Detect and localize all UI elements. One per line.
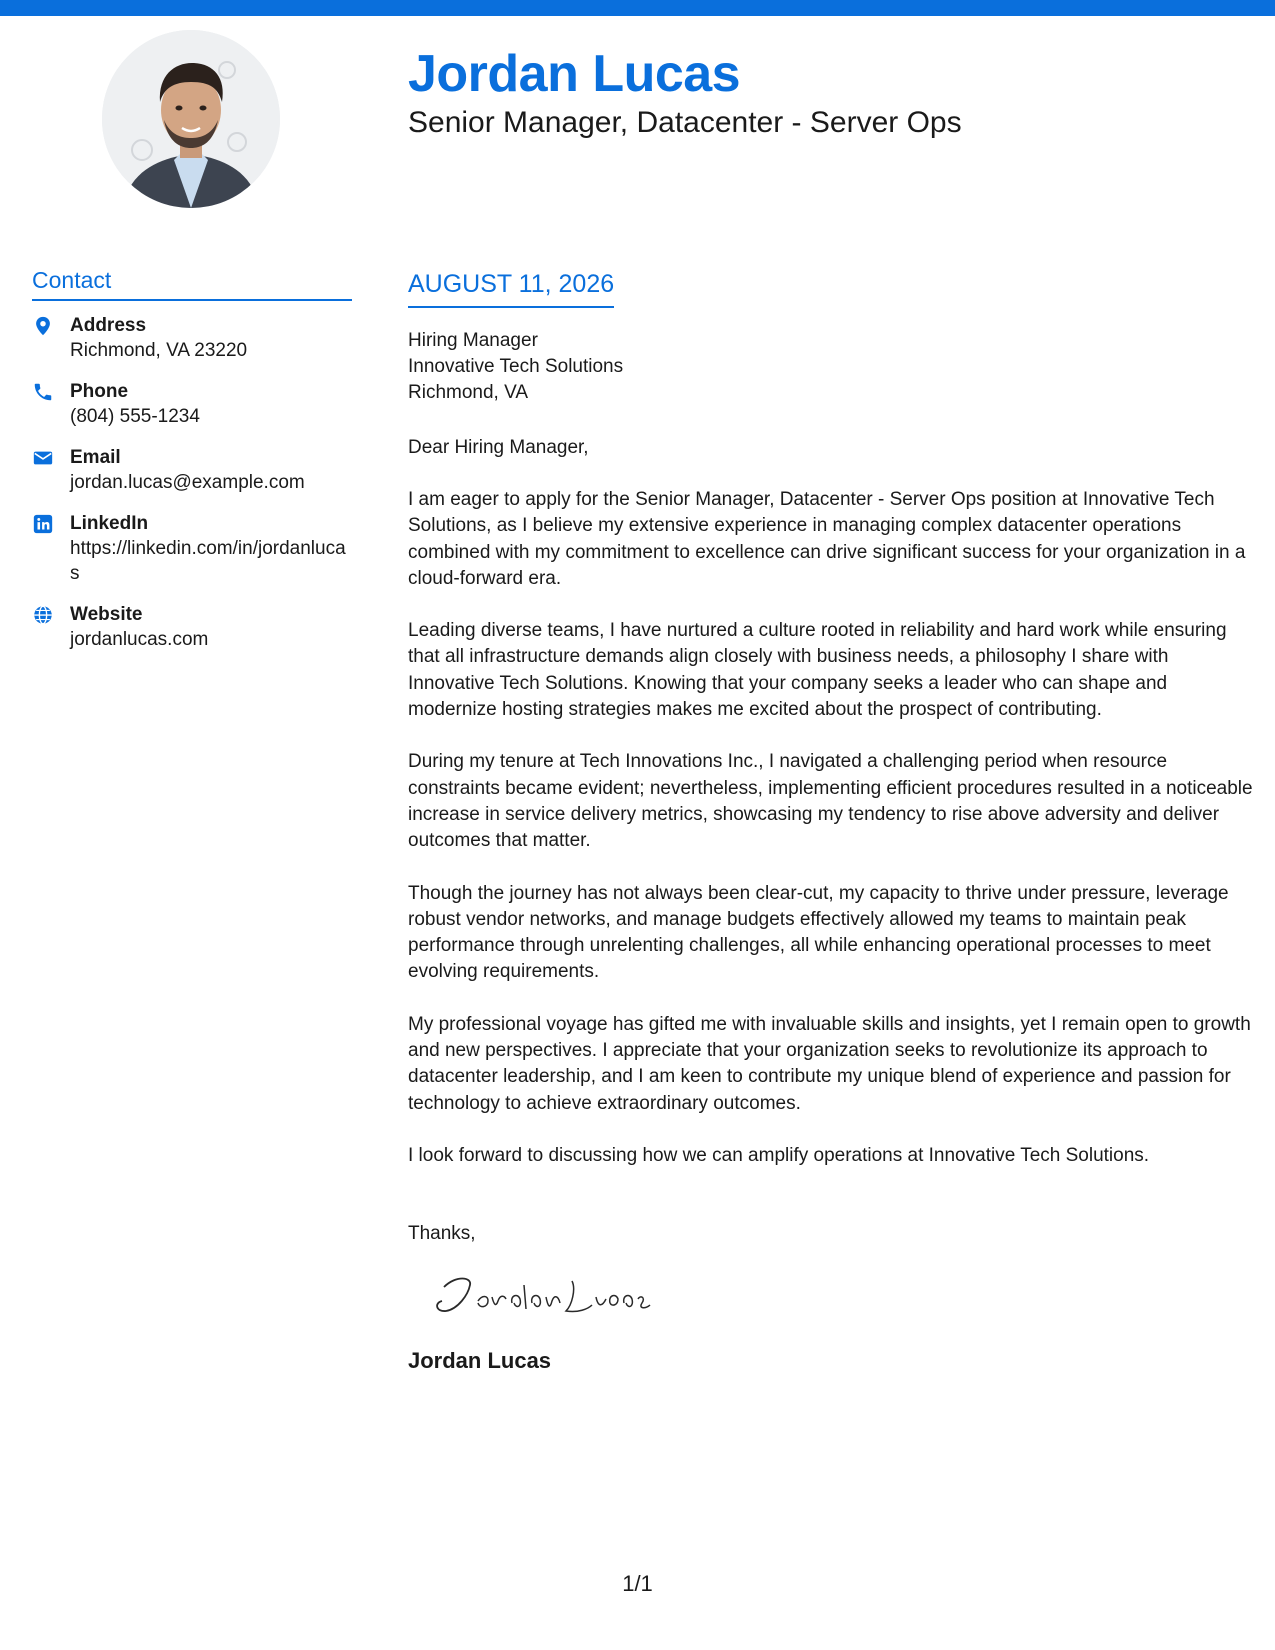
- signature: [426, 1265, 656, 1325]
- contact-label: Email: [70, 447, 121, 468]
- address-value: Richmond, VA 23220: [70, 340, 248, 361]
- closing: Thanks,: [408, 1223, 476, 1245]
- page-number: 1/1: [622, 1571, 653, 1596]
- contact-section-title: Contact: [32, 265, 352, 301]
- map-pin-icon: [32, 315, 54, 337]
- top-accent-bar: [0, 0, 1275, 16]
- contact-label: Phone: [70, 381, 129, 402]
- applicant-title: Senior Manager, Datacenter - Server Ops: [408, 106, 962, 139]
- contact-item-email: [32, 445, 352, 495]
- contact-label: Website: [70, 604, 143, 625]
- email-link[interactable]: jordan.lucas@example.com: [70, 472, 305, 493]
- paragraph: During my tenure at Tech Innovations Inc., I navigated a challenging period when resource constraints became evident; nevertheless, implementing efficient procedures resulted in a noticeable increase in service delivery metrics, showcasing my tendency to rise above adversity and deliver outcomes that matter.: [408, 751, 1253, 852]
- linkedin-icon: [32, 513, 54, 535]
- contact-sidebar: [32, 265, 352, 668]
- phone-icon: [32, 381, 54, 403]
- contact-item-website: [32, 602, 352, 652]
- paragraph: I look forward to discussing how we can amplify operations at Innovative Tech Solutions.: [408, 1144, 1150, 1166]
- contact-item-phone: [32, 379, 352, 429]
- recipient-line: Richmond, VA: [408, 382, 529, 403]
- envelope-icon: [32, 447, 54, 469]
- applicant-name: Jordan Lucas: [408, 45, 741, 103]
- salutation: Dear Hiring Manager,: [408, 437, 589, 458]
- letter-body: [408, 268, 1253, 1375]
- linkedin-link[interactable]: https://linkedin.com/in/jordanlucas: [70, 538, 346, 584]
- paragraph: My professional voyage has gifted me with invaluable skills and insights, yet I remain open to growth and new perspectives. I appreciate that your organization seeks to revolutionize its approach to datacenter leadership, and I am keen to contribute my unique blend of experience and passion for technology to achieve extraordinary outcomes.: [408, 1013, 1251, 1114]
- phone-value: (804) 555-1234: [70, 406, 200, 427]
- recipient-line: Innovative Tech Solutions: [408, 356, 624, 377]
- recipient-block: [408, 328, 1253, 406]
- website-link[interactable]: jordanlucas.com: [70, 629, 209, 650]
- recipient-line: Hiring Manager: [408, 330, 538, 351]
- letter-date: AUGUST 11, 2026: [408, 268, 614, 308]
- contact-item-address: [32, 313, 352, 363]
- contact-label: LinkedIn: [70, 513, 149, 534]
- paragraph: Though the journey has not always been clear-cut, my capacity to thrive under pressure, leverage robust vendor networks, and manage budgets effectively allowed my teams to maintain peak performance through unrelenting challenges, all while enhancing operational processes to meet evolving requirements.: [408, 882, 1229, 983]
- globe-icon: [32, 604, 54, 626]
- contact-label: Address: [70, 315, 147, 336]
- profile-photo: [102, 30, 280, 208]
- signer-name: Jordan Lucas: [408, 1348, 552, 1374]
- contact-item-linkedin: [32, 511, 352, 586]
- paragraph: I am eager to apply for the Senior Manager, Datacenter - Server Ops position at Innovative Tech Solutions, as I believe my extensive experience in managing complex datacenter operations combined with my commitment to excellence can drive significant success for your organization in a cloud-forward era.: [408, 489, 1246, 589]
- paragraph: Leading diverse teams, I have nurtured a culture rooted in reliability and hard work while ensuring that all infrastructure demands align closely with business needs, a philosophy I share with Innovative Tech Solutions. Knowing that your company seeks a leader who can shape and modernize hosting strategies makes me excited about the prospect of contributing.: [408, 620, 1227, 721]
